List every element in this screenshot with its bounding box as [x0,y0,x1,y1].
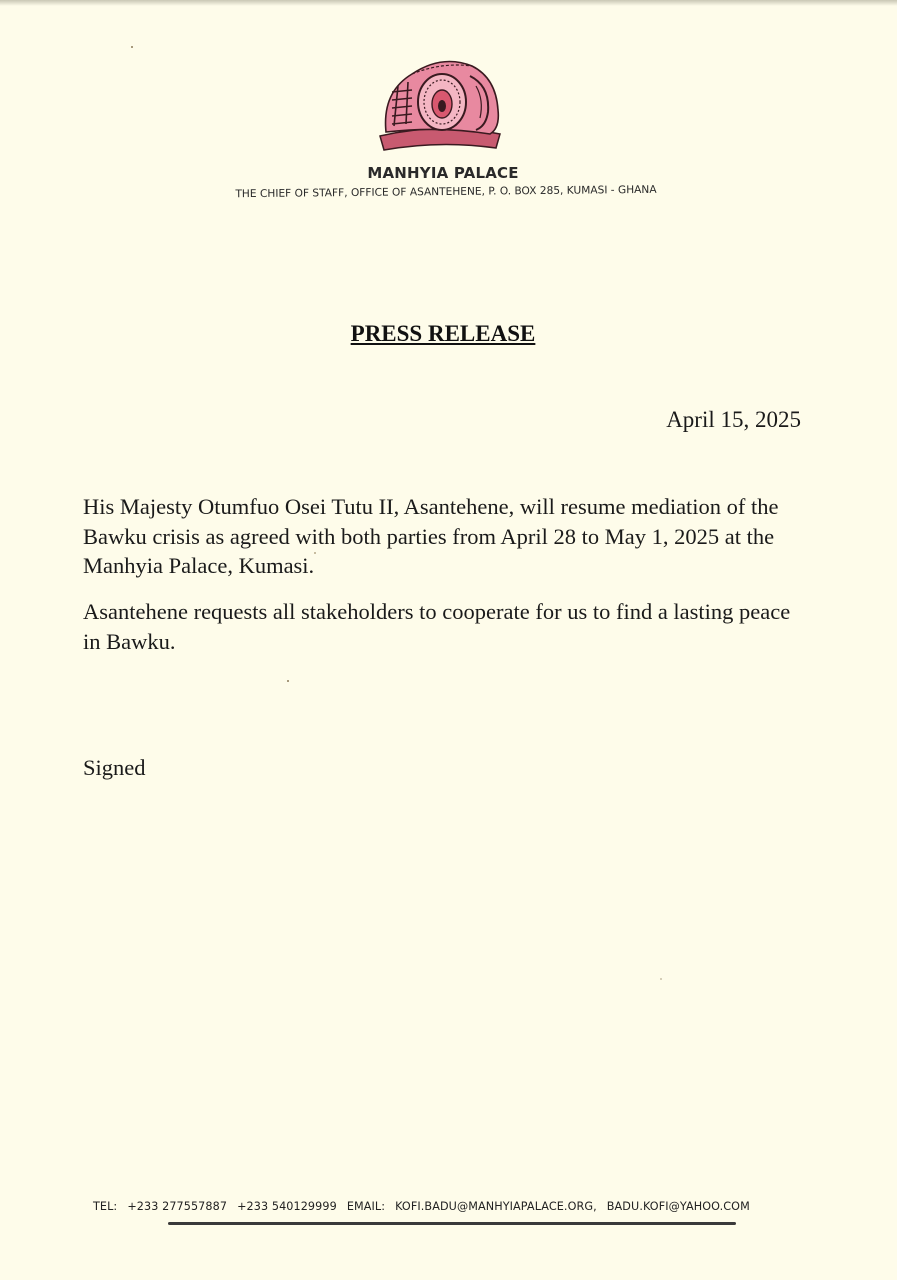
scan-speck [314,552,316,554]
scan-speck [660,978,662,980]
tel-label: TEL: [93,1200,118,1213]
org-name: MANHYIA PALACE [367,164,519,182]
phone-number: +233 540129999 [237,1200,337,1213]
footer-rule [168,1222,736,1225]
document-title: PRESS RELEASE [350,321,536,346]
signature-label: Signed [83,755,146,780]
scan-edge-shadow [0,0,897,6]
body-paragraph: His Majesty Otumfuo Osei Tutu II, Asantehene, will resume mediation of the Bawku crisis as agreed with both parties from April 28 to May 1, 2025 at the Manhyia Palace, Kumasi. [83,494,779,578]
email-address: KOFI.BADU@MANHYIAPALACE.ORG, [395,1200,597,1213]
scan-speck [287,680,289,682]
scan-speck [131,46,133,48]
phone-number: +233 277557887 [127,1200,228,1213]
email-label: EMAIL: [346,1200,386,1213]
email-address: BADU.KOFI@YAHOO.COM [606,1200,750,1213]
footer-contact [93,1200,760,1213]
document-date: April 15, 2025 [666,407,801,432]
body-paragraph: Asantehene requests all stakeholders to cooperate for us to find a lasting peace in Bawku. [83,599,791,654]
org-address: THE CHIEF OF STAFF, OFFICE OF ASANTEHENE, P. O. BOX 285, KUMASI - GHANA [235,183,657,201]
manhyia-emblem-icon [372,52,508,156]
